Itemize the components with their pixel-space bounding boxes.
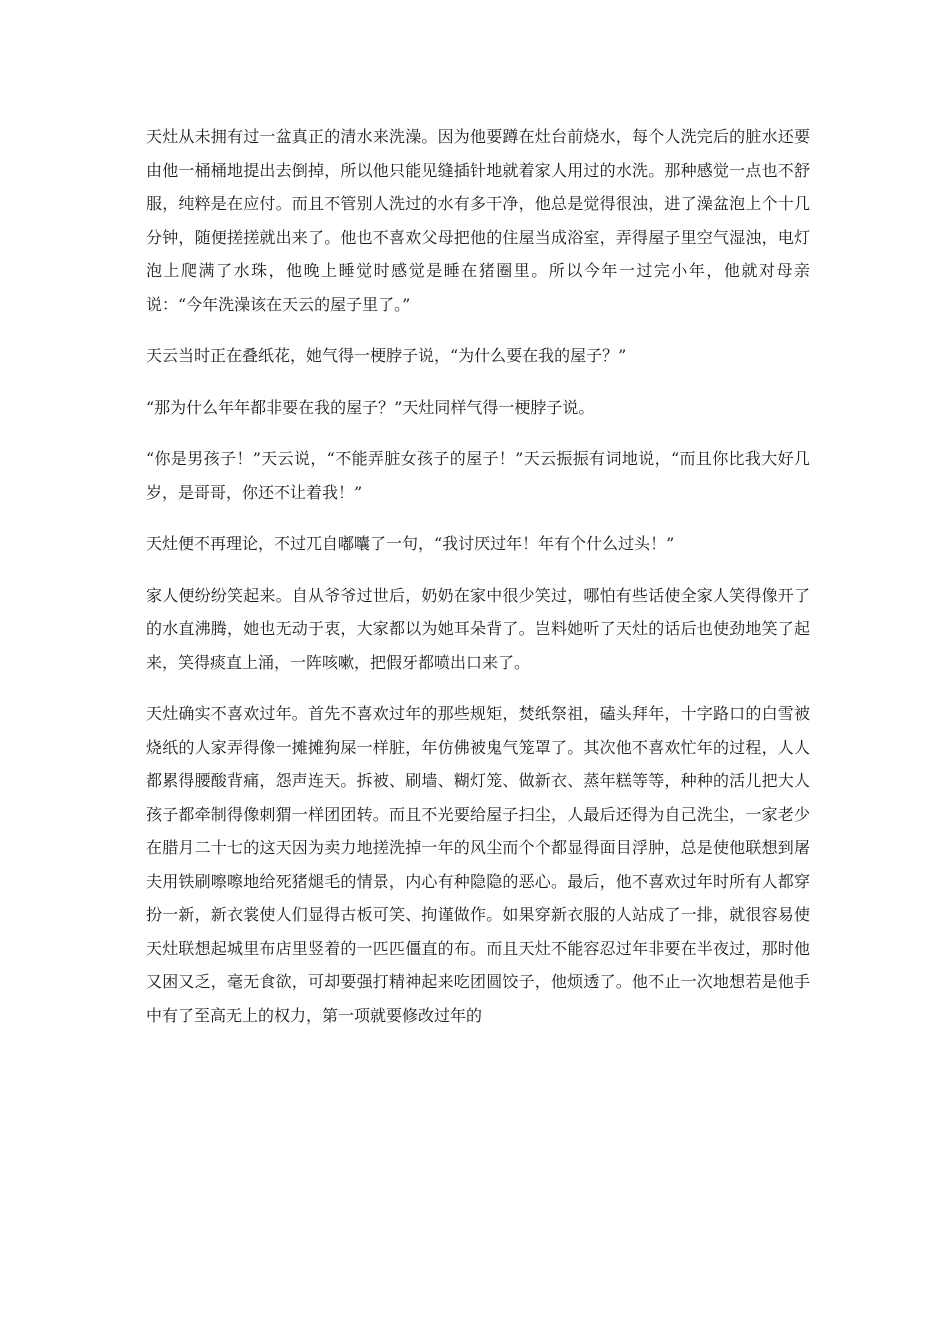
paragraph-5: 天灶便不再理论，不过兀自嘟囔了一句，“我讨厌过年！年有个什么过头！” [146, 534, 675, 553]
paragraph-4: “你是男孩子！”天云说，“不能弄脏女孩子的屋子！”天云振振有词地说，“而且你比我大好几岁，是哥哥，你还不让着我！” [146, 449, 810, 502]
paragraph-7: 天灶确实不喜欢过年。首先不喜欢过年的那些规矩，焚纸祭祖，磕头拜年，十字路口的白雪被烧纸的人家弄得像一摊摊狗屎一样脏，年仿佛被鬼气笼罩了。其次他不喜欢忙年的过程，人人都累得腰酸背痛，怨声连天。拆被、刷墙、糊灯笼、做新衣、蒸年糕等等，种种的活儿把大人孩子都牵制得像刺猬一样团团转。而且不光要给屋子扫尘，人最后还得为自己洗尘，一家老少在腊月二十七的这天因为卖力地搓洗掉一年的风尘而个个都显得面目浮肿，总是使他联想到屠夫用铁刷嚓嚓地给死猪煺毛的情景，内心有种隐隐的恶心。最后，他不喜欢过年时所有人都穿扮一新，新衣裳使人们显得古板可笑、拘谨做作。如果穿新衣服的人站成了一排，就很容易使天灶联想起城里布店里竖着的一匹匹僵直的布。而且天灶不能容忍过年非要在半夜过，那时他又困又乏，毫无食欲，可却要强打精神起来吃团圆饺子，他烦透了。他不止一次地想若是他手中有了至高无上的权力，第一项就要修改过年的 [146, 704, 810, 1025]
document-body [146, 120, 810, 1050]
paragraph-3: “那为什么年年都非要在我的屋子？”天灶同样气得一梗脖子说。 [146, 397, 595, 417]
paragraph-2: 天云当时正在叠纸花，她气得一梗脖子说，“为什么要在我的屋子？” [146, 346, 627, 365]
paragraph-6: 家人便纷纷笑起来。自从爷爷过世后，奶奶在家中很少笑过，哪怕有些话使全家人笑得像开了的水直沸腾，她也无动于衷，大家都以为她耳朵背了。岂料她听了天灶的话后也使劲地笑了起来，笑得痰直上涌，一阵咳嗽，把假牙都喷出口来了。 [146, 585, 810, 672]
paragraph-1: 天灶从未拥有过一盆真正的清水来洗澡。因为他要蹲在灶台前烧水，每个人洗完后的脏水还要由他一桶桶地提出去倒掉，所以他只能见缝插针地就着家人用过的水洗。那种感觉一点也不舒服，纯粹是在应付。而且不管别人洗过的水有多干净，他总是觉得很浊，进了澡盆泡上个十几分钟，随便搓搓就出来了。他也不喜欢父母把他的住屋当成浴室，弄得屋子里空气湿浊，电灯泡上爬满了水珠，他晚上睡觉时感觉是睡在猪圈里。所以今年一过完小年，他就对母亲说：“今年洗澡该在天云的屋子里了。” [146, 127, 810, 314]
